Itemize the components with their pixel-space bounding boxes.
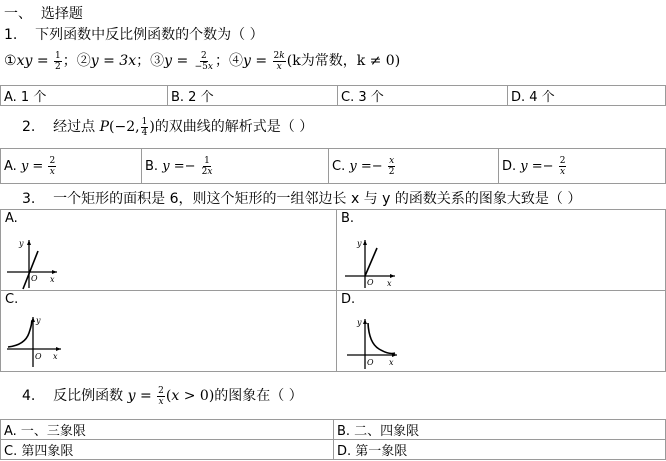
q3-c-origin-label: O (35, 352, 42, 361)
q4-stem-suffix: 的图象在（ ） (214, 388, 303, 404)
q3-option-d[interactable] (336, 290, 666, 372)
q4-option-b[interactable]: B. 二、四象限 (334, 420, 666, 440)
q3-stem-text: 一个矩形的面积是 6，则这个矩形的一组邻边长 x 与 y 的函数关系的图象大致是（ ） (53, 191, 582, 207)
q2-stem-prefix: 经过点 (53, 119, 96, 135)
q3-option-a-label: A. (5, 211, 18, 226)
q3-c-y-label: y (36, 316, 41, 325)
q3-graph-b (343, 234, 399, 290)
q2-option-d[interactable]: D. y =− $\frac{2}{x}$ (499, 149, 666, 184)
q4-option-c[interactable]: C. 第四象限 (1, 440, 334, 460)
q2-option-d-label: D. (502, 158, 517, 174)
q1-item3-eq: y = $\frac{2}{-5x}$ (164, 50, 213, 72)
q3-b-x-label: x (387, 279, 392, 288)
q1-number: 1. (4, 27, 18, 43)
q2-stem-suffix: 的双曲线的解析式是（ ） (154, 119, 314, 135)
q2-option-b[interactable]: B. y =− $\frac{1}{2x}$ (142, 149, 329, 184)
q3-a-origin-label: O (31, 274, 38, 283)
q1-option-a[interactable]: A. 1 个 (1, 86, 168, 106)
q3-option-d-label: D. (341, 292, 356, 307)
section-heading (4, 3, 83, 23)
q1-item1-eq: xy = $\frac{1}{2}$ (16, 50, 61, 72)
q2-options (0, 148, 666, 184)
q2-option-c[interactable]: C. y =− $\frac{x}{2}$ (329, 149, 499, 184)
q1-options (0, 85, 666, 106)
q1-item2-marker: ；② (62, 53, 91, 69)
q1-item4-eq: y = $\frac{2k}{x}$ (243, 50, 285, 72)
q1-option-d[interactable]: D. 4 个 (508, 86, 666, 106)
q3-option-b-label: B. (341, 211, 355, 226)
q2-option-a-label: A. (4, 158, 17, 174)
q1-option-c[interactable]: C. 3 个 (338, 86, 508, 106)
q1-item3-marker: ；③ (136, 53, 165, 69)
q1-stem (4, 24, 264, 44)
section-title: 选择题 (40, 6, 83, 22)
q4-option-d[interactable]: D. 第一象限 (334, 440, 666, 460)
q3-d-y-label: y (357, 318, 362, 327)
q2-stem (22, 116, 313, 138)
q3-option-c[interactable] (0, 290, 337, 372)
q2-number: 2. (22, 119, 36, 135)
q3-option-c-label: C. (5, 292, 19, 307)
q1-stem-text: 下列函数中反比例函数的个数为（ ） (35, 27, 264, 43)
q2-option-b-label: B. (145, 158, 159, 174)
q4-stem (22, 385, 303, 407)
q3-a-y-label: y (19, 239, 24, 248)
q3-c-x-label: x (53, 352, 58, 361)
q2-option-c-label: C. (332, 158, 346, 174)
q3-stem (22, 188, 581, 208)
q4-number: 4. (22, 388, 36, 404)
q3-a-x-label: x (50, 275, 55, 284)
q3-graph-c (5, 313, 65, 371)
q3-graph-d (345, 315, 401, 371)
q1-option-b[interactable]: B. 2 个 (168, 86, 338, 106)
q2-option-a[interactable]: A. y = $\frac{2}{x}$ (1, 149, 142, 184)
section-number: 一、 (4, 6, 32, 22)
q3-number: 3. (22, 191, 36, 207)
q4-option-a[interactable]: A. 一、三象限 (1, 420, 334, 440)
q1-items (4, 50, 400, 72)
q1-item1-marker: ① (4, 53, 17, 69)
q1-item4-note: (k为常数，k ≠ 0) (286, 53, 401, 69)
q1-item2-eq: y = 3x (90, 53, 137, 69)
q3-option-a[interactable] (0, 209, 337, 291)
q4-stem-prefix: 反比例函数 (53, 388, 124, 404)
q3-option-b[interactable] (336, 209, 666, 291)
q4-equation: y = $\frac{2}{x}$ (x > 0) (127, 385, 215, 407)
q2-point: P(−2, $\frac{1}{4}$ ) (99, 116, 155, 138)
q3-graph-a (5, 234, 61, 290)
q3-b-origin-label: O (367, 278, 374, 287)
q4-options (0, 419, 666, 460)
q3-b-y-label: y (357, 239, 362, 248)
q3-d-origin-label: O (367, 358, 374, 367)
q1-item4-marker: ；④ (215, 53, 243, 69)
q3-d-x-label: x (389, 358, 394, 367)
